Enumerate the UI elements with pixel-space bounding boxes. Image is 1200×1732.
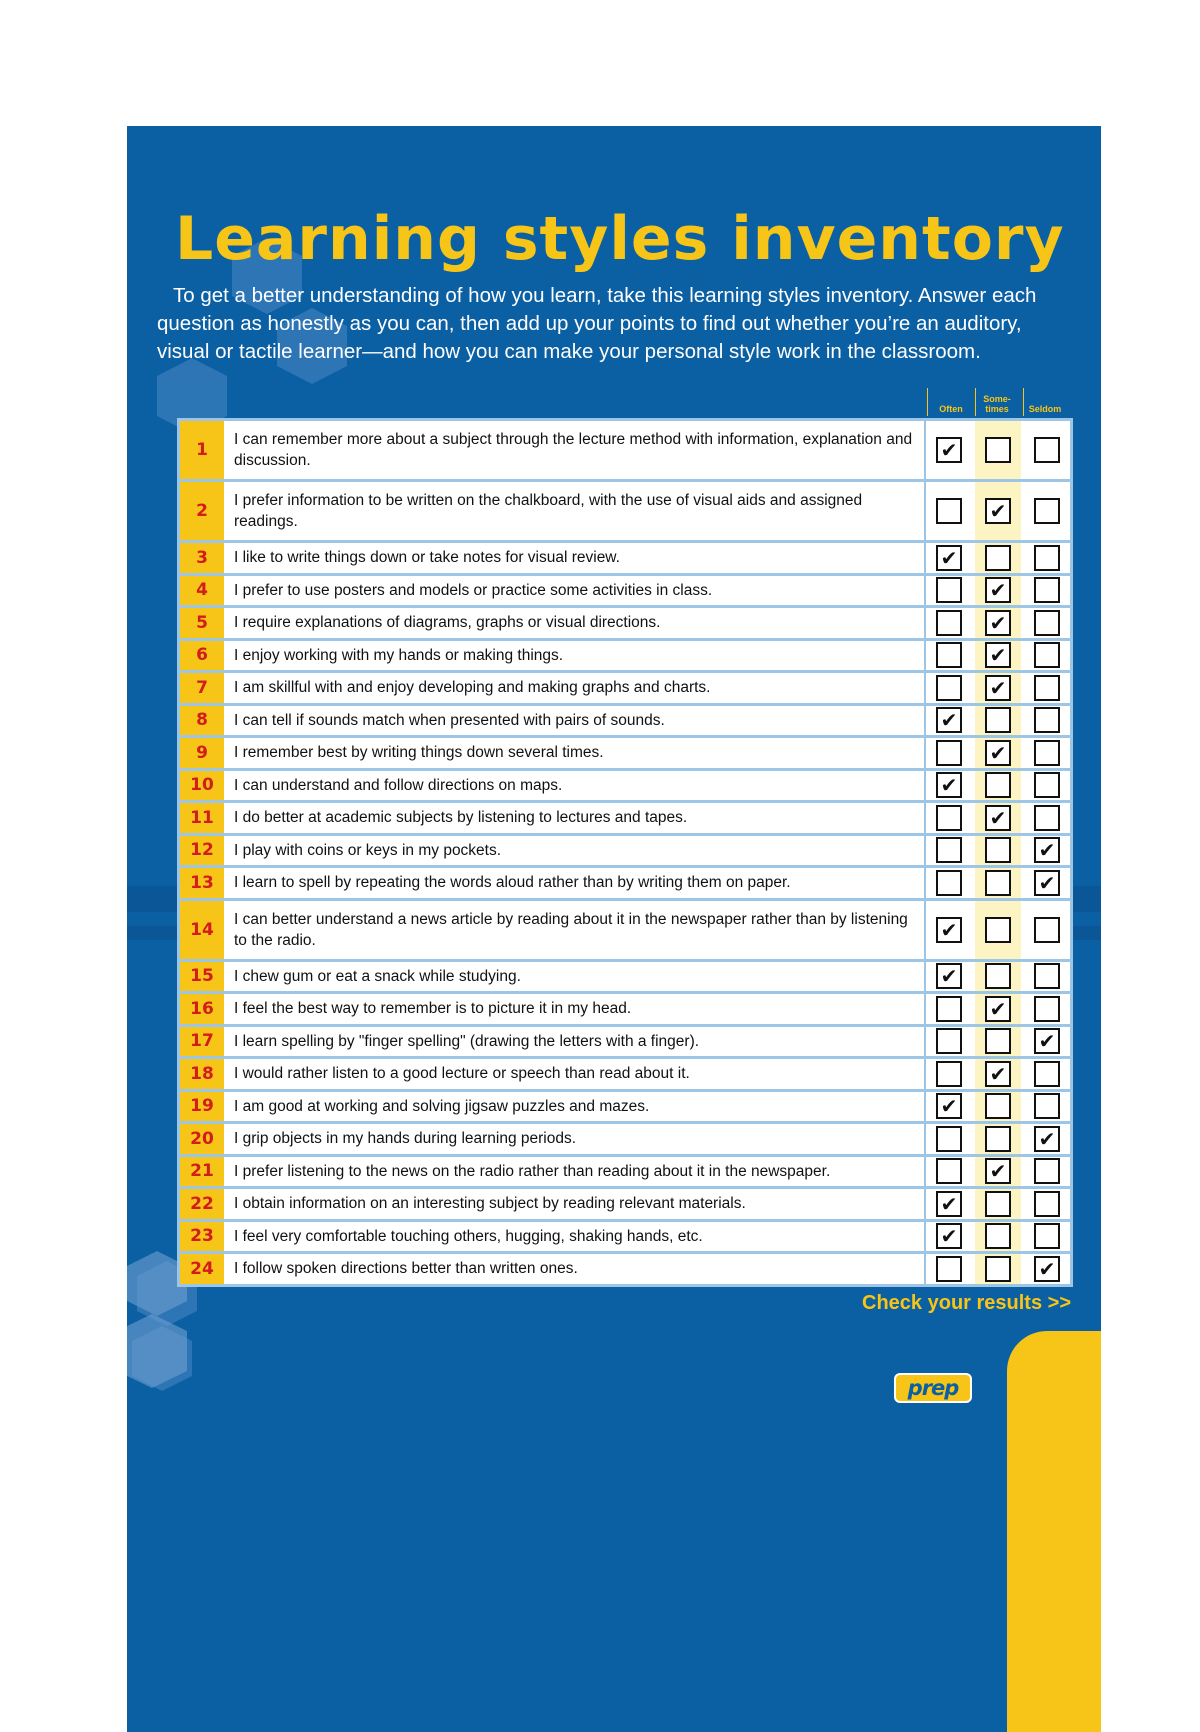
option-cell-seldom (1024, 1189, 1070, 1219)
question-text: I learn spelling by "finger spelling" (drawing the letters with a finger). (224, 1027, 926, 1057)
question-number: 22 (180, 1189, 224, 1219)
checkbox-often[interactable]: ✔ (936, 917, 962, 943)
option-cell-sometimes (975, 543, 1021, 573)
question-number: 12 (180, 836, 224, 866)
checkbox-sometimes[interactable] (985, 1223, 1011, 1249)
question-row (180, 543, 1070, 573)
question-number: 11 (180, 803, 224, 833)
option-cell-sometimes (975, 901, 1021, 959)
question-text: I can better understand a news article by reading about it in the newspaper rather than by listening to the radio. (224, 901, 926, 959)
checkbox-sometimes[interactable]: ✔ (985, 642, 1011, 668)
question-row (180, 641, 1070, 671)
answer-options (926, 1189, 1070, 1219)
answer-options (926, 576, 1070, 606)
option-cell-seldom (1024, 673, 1070, 703)
answer-options (926, 1254, 1070, 1284)
checkbox-sometimes[interactable]: ✔ (985, 1061, 1011, 1087)
question-number: 20 (180, 1124, 224, 1154)
checkbox-sometimes[interactable]: ✔ (985, 675, 1011, 701)
checkbox-often[interactable]: ✔ (936, 772, 962, 798)
inventory-panel (127, 126, 1101, 1732)
question-text: I like to write things down or take notes for visual review. (224, 543, 926, 573)
checkbox-seldom[interactable] (1034, 772, 1060, 798)
answer-options (926, 836, 1070, 866)
checkbox-often[interactable] (936, 1061, 962, 1087)
option-cell-seldom (1024, 803, 1070, 833)
question-text: I feel the best way to remember is to picture it in my head. (224, 994, 926, 1024)
checkbox-often[interactable] (936, 870, 962, 896)
question-number: 1 (180, 421, 224, 479)
question-text: I prefer to use posters and models or practice some activities in class. (224, 576, 926, 606)
question-text: I am skillful with and enjoy developing and making graphs and charts. (224, 673, 926, 703)
column-header-often: Often (939, 404, 963, 414)
option-cell-sometimes (975, 1254, 1021, 1284)
question-row (180, 576, 1070, 606)
checkbox-seldom[interactable] (1034, 996, 1060, 1022)
option-cell-seldom (1024, 994, 1070, 1024)
question-row (180, 608, 1070, 638)
option-cell-seldom (1024, 836, 1070, 866)
question-row (180, 803, 1070, 833)
question-row (180, 836, 1070, 866)
answer-options (926, 962, 1070, 992)
question-number: 13 (180, 868, 224, 898)
checkbox-seldom[interactable] (1034, 577, 1060, 603)
checkbox-seldom[interactable] (1034, 545, 1060, 571)
checkbox-often[interactable] (936, 805, 962, 831)
question-number: 23 (180, 1222, 224, 1252)
corner-tab (1007, 1331, 1101, 1732)
question-table (177, 418, 1073, 1287)
option-cell-seldom (1024, 901, 1070, 959)
checkbox-seldom[interactable]: ✔ (1034, 870, 1060, 896)
question-number: 3 (180, 543, 224, 573)
question-text: I prefer information to be written on the chalkboard, with the use of visual aids and assigned readings. (224, 482, 926, 540)
checkbox-sometimes[interactable]: ✔ (985, 577, 1011, 603)
option-cell-often (926, 641, 972, 671)
answer-options (926, 901, 1070, 959)
question-row (180, 738, 1070, 768)
checkbox-seldom[interactable] (1034, 740, 1060, 766)
option-cell-sometimes (975, 803, 1021, 833)
question-text: I prefer listening to the news on the radio rather than reading about it in the newspaper. (224, 1157, 926, 1187)
checkbox-seldom[interactable]: ✔ (1034, 1028, 1060, 1054)
checkbox-sometimes[interactable] (985, 707, 1011, 733)
checkbox-sometimes[interactable] (985, 545, 1011, 571)
answer-options (926, 706, 1070, 736)
page-title: Learning styles inventory (175, 204, 1065, 274)
option-cell-seldom (1024, 1027, 1070, 1057)
checkbox-seldom[interactable]: ✔ (1034, 1126, 1060, 1152)
checkbox-sometimes[interactable] (985, 870, 1011, 896)
option-cell-seldom (1024, 1092, 1070, 1122)
checkbox-seldom[interactable] (1034, 917, 1060, 943)
question-row (180, 868, 1070, 898)
option-cell-often (926, 994, 972, 1024)
answer-options (926, 803, 1070, 833)
checkbox-sometimes[interactable] (985, 963, 1011, 989)
checkbox-often[interactable] (936, 837, 962, 863)
answer-options (926, 1157, 1070, 1187)
option-cell-sometimes (975, 1124, 1021, 1154)
checkbox-sometimes[interactable]: ✔ (985, 1158, 1011, 1184)
answer-options (926, 1222, 1070, 1252)
option-cell-sometimes (975, 868, 1021, 898)
option-cell-often (926, 1189, 972, 1219)
question-number: 7 (180, 673, 224, 703)
checkbox-often[interactable]: ✔ (936, 963, 962, 989)
checkbox-often[interactable] (936, 1126, 962, 1152)
option-cell-sometimes (975, 608, 1021, 638)
option-cell-often (926, 1157, 972, 1187)
option-cell-sometimes (975, 1222, 1021, 1252)
answer-options (926, 1027, 1070, 1057)
answer-options (926, 421, 1070, 479)
checkbox-sometimes[interactable]: ✔ (985, 610, 1011, 636)
question-text: I learn to spell by repeating the words aloud rather than by writing them on paper. (224, 868, 926, 898)
checkbox-often[interactable]: ✔ (936, 1191, 962, 1217)
question-row (180, 962, 1070, 992)
option-cell-often (926, 421, 972, 479)
option-cell-often (926, 608, 972, 638)
option-cell-often (926, 836, 972, 866)
checkbox-sometimes[interactable] (985, 437, 1011, 463)
question-text: I enjoy working with my hands or making things. (224, 641, 926, 671)
option-cell-often (926, 1059, 972, 1089)
option-cell-seldom (1024, 738, 1070, 768)
logo-text: prep (907, 1376, 959, 1400)
question-number: 19 (180, 1092, 224, 1122)
checkbox-often[interactable] (936, 1028, 962, 1054)
option-cell-sometimes (975, 641, 1021, 671)
column-header-seldom: Seldom (1028, 404, 1062, 414)
option-cell-seldom (1024, 962, 1070, 992)
question-number: 21 (180, 1157, 224, 1187)
option-cell-sometimes (975, 421, 1021, 479)
answer-options (926, 673, 1070, 703)
option-cell-sometimes (975, 1027, 1021, 1057)
question-number: 10 (180, 771, 224, 801)
question-row (180, 1254, 1070, 1284)
option-cell-seldom (1024, 1157, 1070, 1187)
option-cell-sometimes (975, 482, 1021, 540)
answer-options (926, 771, 1070, 801)
question-row (180, 1189, 1070, 1219)
question-row (180, 421, 1070, 479)
question-text: I chew gum or eat a snack while studying. (224, 962, 926, 992)
option-cell-often (926, 1254, 972, 1284)
option-cell-seldom (1024, 1254, 1070, 1284)
checkbox-seldom[interactable] (1034, 1093, 1060, 1119)
option-cell-seldom (1024, 421, 1070, 479)
question-number: 5 (180, 608, 224, 638)
option-cell-sometimes (975, 1157, 1021, 1187)
question-text: I grip objects in my hands during learning periods. (224, 1124, 926, 1154)
option-cell-sometimes (975, 1092, 1021, 1122)
option-cell-seldom (1024, 868, 1070, 898)
checkbox-often[interactable] (936, 498, 962, 524)
answer-options (926, 641, 1070, 671)
option-cell-often (926, 901, 972, 959)
checkbox-sometimes[interactable] (985, 1093, 1011, 1119)
option-cell-sometimes (975, 962, 1021, 992)
checkbox-seldom[interactable] (1034, 1061, 1060, 1087)
question-row (180, 1157, 1070, 1187)
intro-paragraph: To get a better understanding of how you learn, take this learning styles inventory. Answer each question as honestly as you can, then add up your points to find out whether you’re an auditory, visual or tactile learner—and how you can make your personal style work in the classroom. (157, 284, 1037, 363)
checkbox-often[interactable] (936, 642, 962, 668)
option-cell-sometimes (975, 738, 1021, 768)
checkbox-seldom[interactable] (1034, 1158, 1060, 1184)
checkbox-sometimes[interactable]: ✔ (985, 805, 1011, 831)
question-row (180, 771, 1070, 801)
question-number: 24 (180, 1254, 224, 1284)
question-row (180, 901, 1070, 959)
checkbox-seldom[interactable] (1034, 675, 1060, 701)
question-text: I require explanations of diagrams, graphs or visual directions. (224, 608, 926, 638)
option-cell-sometimes (975, 576, 1021, 606)
option-cell-often (926, 1124, 972, 1154)
option-cell-sometimes (975, 836, 1021, 866)
answer-options (926, 1092, 1070, 1122)
question-row (180, 994, 1070, 1024)
checkbox-seldom[interactable] (1034, 610, 1060, 636)
option-cell-sometimes (975, 673, 1021, 703)
answer-options (926, 482, 1070, 540)
option-cell-often (926, 673, 972, 703)
check-results-link[interactable]: Check your results >> (862, 1292, 1071, 1314)
checkbox-seldom[interactable] (1034, 498, 1060, 524)
question-number: 17 (180, 1027, 224, 1057)
option-cell-often (926, 706, 972, 736)
checkbox-sometimes[interactable]: ✔ (985, 740, 1011, 766)
checkbox-seldom[interactable] (1034, 963, 1060, 989)
option-cell-often (926, 482, 972, 540)
answer-options (926, 543, 1070, 573)
checkbox-often[interactable] (936, 1158, 962, 1184)
checkbox-often[interactable] (936, 1256, 962, 1282)
option-cell-often (926, 962, 972, 992)
option-cell-seldom (1024, 1059, 1070, 1089)
question-number: 6 (180, 641, 224, 671)
answer-options (926, 994, 1070, 1024)
question-number: 4 (180, 576, 224, 606)
checkbox-often[interactable]: ✔ (936, 1093, 962, 1119)
question-row (180, 706, 1070, 736)
option-cell-seldom (1024, 706, 1070, 736)
option-cell-seldom (1024, 1124, 1070, 1154)
option-cell-often (926, 771, 972, 801)
question-text: I do better at academic subjects by listening to lectures and tapes. (224, 803, 926, 833)
checkbox-often[interactable] (936, 996, 962, 1022)
option-cell-often (926, 1222, 972, 1252)
question-number: 2 (180, 482, 224, 540)
checkbox-sometimes[interactable]: ✔ (985, 996, 1011, 1022)
answer-options (926, 1124, 1070, 1154)
answer-options (926, 1059, 1070, 1089)
checkbox-seldom[interactable]: ✔ (1034, 837, 1060, 863)
option-cell-seldom (1024, 641, 1070, 671)
checkbox-often[interactable] (936, 740, 962, 766)
checkbox-often[interactable] (936, 610, 962, 636)
option-cell-sometimes (975, 1189, 1021, 1219)
question-row (180, 673, 1070, 703)
question-text: I obtain information on an interesting subject by reading relevant materials. (224, 1189, 926, 1219)
question-number: 18 (180, 1059, 224, 1089)
checkbox-sometimes[interactable] (985, 1126, 1011, 1152)
option-cell-seldom (1024, 576, 1070, 606)
checkbox-sometimes[interactable] (985, 1256, 1011, 1282)
option-cell-seldom (1024, 1222, 1070, 1252)
question-row (180, 1124, 1070, 1154)
prep-logo (894, 1373, 972, 1403)
question-text: I can remember more about a subject through the lecture method with information, explanation and discussion. (224, 421, 926, 479)
checkbox-often[interactable]: ✔ (936, 545, 962, 571)
checkbox-seldom[interactable] (1034, 805, 1060, 831)
option-cell-often (926, 543, 972, 573)
checkbox-seldom[interactable] (1034, 1191, 1060, 1217)
answer-options (926, 608, 1070, 638)
checkbox-seldom[interactable] (1034, 437, 1060, 463)
question-row (180, 1059, 1070, 1089)
question-number: 14 (180, 901, 224, 959)
option-cell-often (926, 1092, 972, 1122)
option-cell-often (926, 803, 972, 833)
checkbox-often[interactable]: ✔ (936, 437, 962, 463)
question-number: 15 (180, 962, 224, 992)
checkbox-sometimes[interactable]: ✔ (985, 498, 1011, 524)
checkbox-sometimes[interactable] (985, 837, 1011, 863)
question-row (180, 482, 1070, 540)
answer-options (926, 738, 1070, 768)
column-divider (927, 388, 928, 416)
question-text: I feel very comfortable touching others, hugging, shaking hands, etc. (224, 1222, 926, 1252)
checkbox-often[interactable] (936, 675, 962, 701)
answer-options (926, 868, 1070, 898)
question-row (180, 1222, 1070, 1252)
option-cell-seldom (1024, 543, 1070, 573)
option-cell-seldom (1024, 482, 1070, 540)
question-number: 16 (180, 994, 224, 1024)
checkbox-seldom[interactable] (1034, 642, 1060, 668)
checkbox-often[interactable]: ✔ (936, 707, 962, 733)
checkbox-seldom[interactable] (1034, 1223, 1060, 1249)
column-header-sometimes: Some-times (983, 394, 1011, 414)
option-cell-sometimes (975, 1059, 1021, 1089)
checkbox-often[interactable]: ✔ (936, 1223, 962, 1249)
checkbox-often[interactable] (936, 577, 962, 603)
checkbox-sometimes[interactable] (985, 772, 1011, 798)
option-cell-often (926, 1027, 972, 1057)
question-text: I can understand and follow directions on maps. (224, 771, 926, 801)
checkbox-sometimes[interactable] (985, 1028, 1011, 1054)
question-text: I would rather listen to a good lecture or speech than read about it. (224, 1059, 926, 1089)
question-number: 9 (180, 738, 224, 768)
question-text: I am good at working and solving jigsaw puzzles and mazes. (224, 1092, 926, 1122)
option-cell-sometimes (975, 771, 1021, 801)
option-cell-often (926, 576, 972, 606)
option-cell-seldom (1024, 608, 1070, 638)
question-text: I play with coins or keys in my pockets. (224, 836, 926, 866)
option-cell-often (926, 738, 972, 768)
option-cell-seldom (1024, 771, 1070, 801)
question-text: I remember best by writing things down several times. (224, 738, 926, 768)
question-row (180, 1092, 1070, 1122)
checkbox-sometimes[interactable] (985, 1191, 1011, 1217)
checkbox-seldom[interactable]: ✔ (1034, 1256, 1060, 1282)
option-cell-often (926, 868, 972, 898)
checkbox-seldom[interactable] (1034, 707, 1060, 733)
question-number: 8 (180, 706, 224, 736)
question-text: I can tell if sounds match when presented with pairs of sounds. (224, 706, 926, 736)
option-cell-sometimes (975, 994, 1021, 1024)
checkbox-sometimes[interactable] (985, 917, 1011, 943)
option-cell-sometimes (975, 706, 1021, 736)
question-text: I follow spoken directions better than written ones. (224, 1254, 926, 1284)
question-row (180, 1027, 1070, 1057)
